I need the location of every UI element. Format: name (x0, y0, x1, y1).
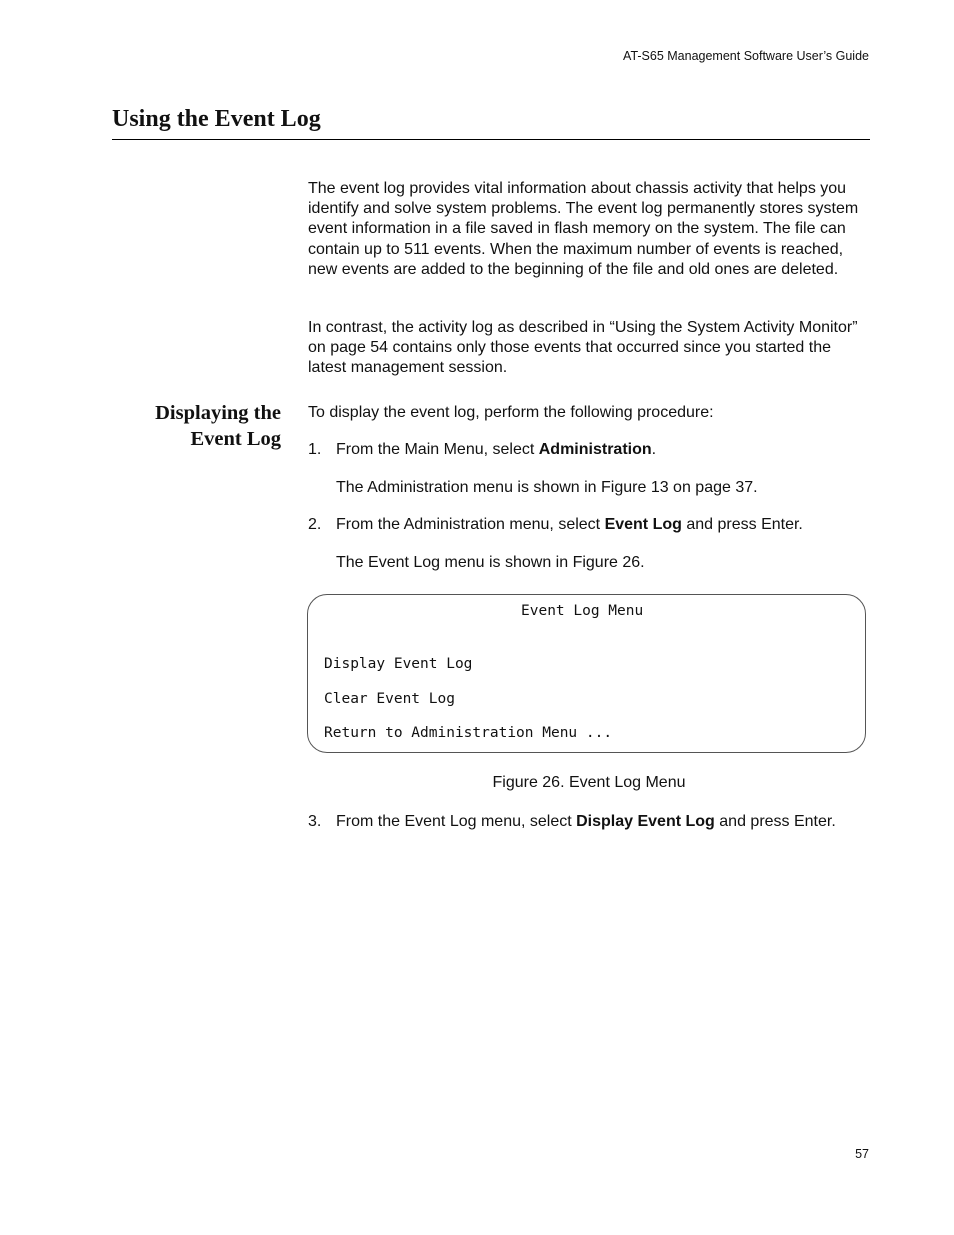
menu-item-display-event-log[interactable]: Display Event Log (324, 656, 473, 672)
step-2-post: and press Enter. (681, 516, 803, 533)
title-rule (112, 139, 870, 140)
figure-caption: Figure 26. Event Log Menu (492, 774, 686, 791)
intro-text-2: In contrast, the activity log as described in “Using the System Activity Monitor” on page 54 contains only those events that occurred since you started the latest management session. (308, 319, 858, 377)
step-2-number: 2. (308, 516, 322, 533)
running-header: AT-S65 Management Software User’s Guide (623, 49, 869, 63)
intro-text-1: The event log provides vital information about chassis activity that helps you identify and solve system problems. The event log permanently stores system event information in a file saved in flash memory on the system. The file can contain up to 511 events. When the maximum number of events is reached, new events are added to the beginning of the file and old ones are deleted. (308, 180, 859, 278)
step-2-bold: Event Log (604, 516, 682, 533)
step-3-post: and press Enter. (714, 813, 836, 830)
step-1-note: The Administration menu is shown in Figure 13 on page 37. (336, 479, 758, 496)
subsection-heading-line2: Event Log (190, 428, 281, 450)
menu-title: Event Log Menu (521, 603, 644, 619)
menu-item-clear-event-log[interactable]: Clear Event Log (324, 691, 455, 707)
menu-item-return[interactable]: Return to Administration Menu ... (324, 725, 613, 741)
step-3-bold: Display Event Log (576, 813, 715, 830)
step-2-note: The Event Log menu is shown in Figure 26. (336, 554, 645, 571)
step-1 (308, 440, 656, 460)
step-3 (308, 812, 836, 832)
page-title: Using the Event Log (112, 106, 321, 132)
subsection-heading-line1: Displaying the (155, 402, 281, 424)
step-3-text: From the Event Log menu, select (336, 813, 577, 830)
subsection-heading (112, 400, 281, 452)
step-2-text: From the Administration menu, select (336, 516, 605, 533)
intro-paragraph-2 (308, 318, 873, 379)
step-1-post: . (651, 441, 657, 458)
step-1-bold: Administration (538, 441, 652, 458)
event-log-menu-screen (307, 594, 866, 753)
step-1-number: 1. (308, 441, 322, 458)
procedure-lead: To display the event log, perform the following procedure: (308, 404, 714, 421)
step-3-number: 3. (308, 813, 322, 830)
step-1-text: From the Main Menu, select (336, 441, 539, 458)
step-2 (308, 515, 803, 535)
page-number: 57 (855, 1147, 869, 1161)
intro-paragraph-1 (308, 179, 873, 280)
